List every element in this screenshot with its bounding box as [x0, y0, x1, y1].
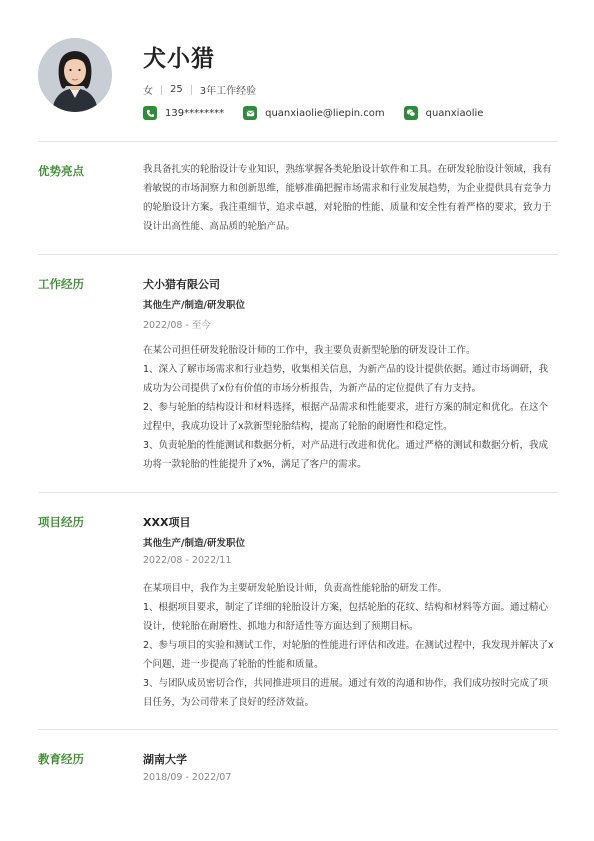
section-divider — [38, 729, 558, 730]
work-paragraph: 3、负责轮胎的性能测试和数据分析，对产品进行改进和优化。通过严格的测试和数据分析，我成功将一款轮胎的性能提升了x%，满足了客户的需求。 — [143, 440, 549, 470]
section-divider — [38, 254, 558, 255]
contact-phone — [143, 106, 224, 120]
project-role: 其他生产/制造/研发职位 — [143, 538, 245, 549]
wechat-id: quanxiaolie — [425, 107, 484, 119]
education-school: 湖南大学 — [143, 753, 187, 766]
work-paragraph: 1、深入了解市场需求和行业趋势，收集相关信息，为新产品的设计提供依据。通过市场调研，我成功为公司提供了x份有价值的市场分析报告，为新产品的定位提供了有力支持。 — [143, 364, 549, 394]
avatar-photo — [38, 38, 112, 112]
email-address: quanxiaolie@liepin.com — [265, 107, 385, 119]
work-section-title: 工作经历 — [38, 277, 84, 291]
strengths-paragraph: 我具备扎实的轮胎设计专业知识，熟练掌握各类轮胎设计软件和工具。在研发轮胎设计领域，我有着敏锐的市场洞察力和创新思维，能够准确把握市场需求和行业发展趋势，为企业提供具有竞争力的轮胎设计方案。我注重细节，追求卓越，对轮胎的性能、质量和安全性有着严格的要求，致力于设计出高性能、高品质的轮胎产品。 — [143, 164, 552, 232]
contact-wechat — [404, 106, 484, 120]
separator — [161, 85, 162, 95]
candidate-name: 犬小猎 — [143, 46, 215, 72]
section-divider — [38, 492, 558, 493]
strengths-text — [143, 160, 555, 236]
project-period: 2022/08 - 2022/11 — [143, 555, 232, 566]
work-company: 犬小猎有限公司 — [143, 278, 220, 291]
work-description — [143, 341, 555, 474]
resume-header — [0, 0, 594, 140]
work-period: 2022/08 - 至今 — [143, 320, 211, 331]
basic-info — [143, 82, 256, 97]
email-icon — [243, 106, 257, 120]
project-paragraph: 1、根据项目要求，制定了详细的轮胎设计方案，包括轮胎的花纹、结构和材料等方面。通过精心设计，使轮胎在耐磨性、抓地力和舒适性等方面达到了预期目标。 — [143, 602, 549, 632]
work-paragraph: 在某公司担任研发轮胎设计师的工作中，我主要负责新型轮胎的研发设计工作。 — [143, 345, 476, 356]
phone-icon — [143, 106, 157, 120]
section-divider — [38, 141, 558, 142]
contact-email — [243, 106, 385, 120]
education-section-title: 教育经历 — [38, 752, 84, 766]
avatar — [38, 38, 112, 112]
work-role: 其他生产/制造/研发职位 — [143, 300, 245, 311]
project-paragraph: 在某项目中，我作为主要研发轮胎设计师，负责高性能轮胎的研发工作。 — [143, 583, 448, 594]
project-paragraph: 2、参与项目的实验和测试工作，对轮胎的性能进行评估和改进。在测试过程中，我发现并解决了x个问题，进一步提高了轮胎的性能和质量。 — [143, 640, 554, 670]
project-description — [143, 579, 555, 712]
separator — [191, 85, 192, 95]
work-paragraph: 2、参与轮胎的结构设计和材料选择，根据产品需求和性能要求，进行方案的制定和优化。在这个过程中，我成功设计了x款新型轮胎结构，提高了轮胎的耐磨性和稳定性。 — [143, 402, 549, 432]
project-paragraph: 3、与团队成员密切合作，共同推进项目的进展。通过有效的沟通和协作，我们成功按时完成了项目任务，为公司带来了良好的经济效益。 — [143, 678, 549, 708]
work-experience-years: 3年工作经验 — [199, 86, 257, 97]
contact-info — [143, 106, 502, 120]
project-name: XXX项目 — [143, 516, 191, 529]
education-period: 2018/09 - 2022/07 — [143, 772, 232, 783]
phone-number: 139******** — [165, 107, 225, 119]
age: 25 — [170, 84, 183, 95]
project-section-title: 项目经历 — [38, 515, 84, 529]
gender: 女 — [143, 86, 153, 97]
wechat-icon — [404, 106, 418, 120]
strengths-section-title: 优势亮点 — [38, 164, 84, 178]
